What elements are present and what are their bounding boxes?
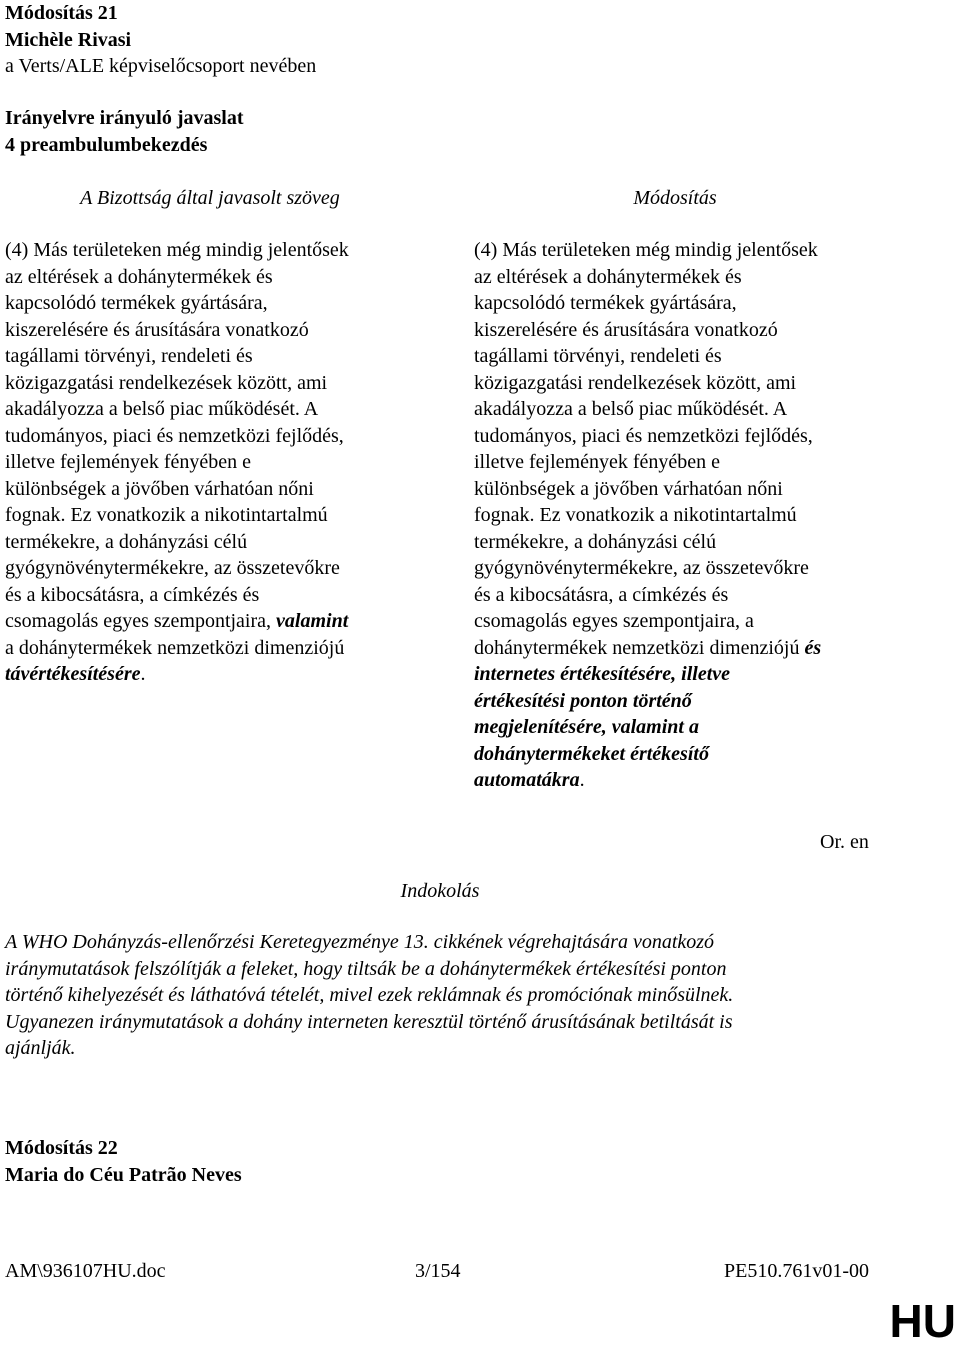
justification-text bbox=[5, 929, 733, 1062]
amendment-target bbox=[5, 105, 244, 158]
inserted-text: automatákra bbox=[474, 769, 580, 791]
right-line: termékekre, a dohányzási célú bbox=[474, 530, 717, 553]
left-line: a dohánytermékek nemzetközi dimenziójú bbox=[5, 636, 345, 659]
left-line bbox=[5, 661, 349, 688]
left-line: különbségek a jövőben várhatóan nőni bbox=[5, 477, 314, 500]
right-line-text: dohánytermékek nemzetközi dimenziójú bbox=[474, 636, 805, 659]
inserted-line: internetes értékesítésére, illetve bbox=[474, 663, 731, 685]
original-language: Or. en bbox=[820, 831, 869, 853]
left-line: illetve fejlemények fényében e bbox=[5, 451, 251, 473]
left-line: termékekre, a dohányzási célú bbox=[5, 530, 248, 553]
inserted-line: megjelenítésére, valamint a bbox=[474, 716, 699, 738]
left-line: és a kibocsátásra, a címkézés és bbox=[5, 583, 260, 606]
left-line-end: . bbox=[140, 663, 146, 685]
amendment-header bbox=[5, 0, 316, 80]
justification-line: iránymutatások felszólítják a feleket, hogy tiltsák be a dohánytermékek értékesítési ponton bbox=[5, 957, 727, 980]
justification-line: történő kihelyezését és láthatóvá tételét, mivel ezek reklámnak és promóciónak minősülnek. bbox=[5, 984, 734, 1006]
left-line: tudományos, piaci és nemzetközi fejlődés, bbox=[5, 424, 344, 447]
left-line: kiszerelésére és árusítására vonatkozó bbox=[5, 318, 309, 341]
right-line: az eltérések a dohánytermékek és bbox=[474, 265, 742, 288]
right-line bbox=[474, 767, 821, 794]
right-line: csomagolás egyes szempontjaira, a bbox=[474, 610, 754, 632]
justification-line: Ugyanezen iránymutatások a dohány interneten keresztül történő árusításának betiltását is bbox=[5, 1010, 733, 1033]
left-line-text: csomagolás egyes szempontjaira, bbox=[5, 610, 277, 632]
right-column-header: Módosítás bbox=[633, 187, 717, 209]
amendment-number: Módosítás 21 bbox=[5, 2, 118, 24]
amendment-number: Módosítás 22 bbox=[5, 1137, 118, 1159]
footer-page-number: 3/154 bbox=[415, 1260, 461, 1282]
right-column-text bbox=[474, 237, 821, 794]
inserted-line: dohánytermékeket értékesítő bbox=[474, 742, 709, 765]
left-line: tagállami törvényi, rendeleti és bbox=[5, 345, 253, 367]
right-line: kiszerelésére és árusítására vonatkozó bbox=[474, 318, 778, 341]
right-line: kapcsolódó termékek gyártására, bbox=[474, 292, 737, 314]
justification-line: ajánlják. bbox=[5, 1037, 76, 1059]
deleted-text: valamint bbox=[276, 610, 349, 632]
footer-doc-ref: AM\936107HU.doc bbox=[5, 1260, 166, 1282]
right-line: különbségek a jövőben várhatóan nőni bbox=[474, 477, 783, 500]
amendment-author: Michèle Rivasi bbox=[5, 28, 132, 51]
justification-heading: Indokolás bbox=[400, 880, 480, 902]
inserted-line: értékesítési ponton történő bbox=[474, 689, 692, 712]
left-column-header: A Bizottság által javasolt szöveg bbox=[80, 187, 340, 209]
left-line: fognak. Ez vonatkozik a nikotintartalmú bbox=[5, 504, 328, 526]
right-line: tudományos, piaci és nemzetközi fejlődés, bbox=[474, 424, 813, 447]
target-item: 4 preambulumbekezdés bbox=[5, 133, 208, 156]
target-type: Irányelvre irányuló javaslat bbox=[5, 107, 244, 129]
right-line: és a kibocsátásra, a címkézés és bbox=[474, 583, 729, 606]
amendment-group: a Verts/ALE képviselőcsoport nevében bbox=[5, 55, 317, 77]
left-line: gyógynövénytermékekre, az összetevőkre bbox=[5, 557, 340, 579]
left-line bbox=[5, 608, 349, 635]
left-column-text bbox=[5, 237, 349, 688]
left-line: akadályozza a belső piac működését. A bbox=[5, 398, 319, 420]
right-line-end: . bbox=[579, 769, 585, 791]
footer-pe-ref: PE510.761v01-00 bbox=[724, 1260, 869, 1282]
right-line: (4) Más területeken még mindig jelentősek bbox=[474, 239, 818, 261]
right-line: fognak. Ez vonatkozik a nikotintartalmú bbox=[474, 504, 797, 526]
deleted-text: távértékesítésére bbox=[5, 663, 141, 685]
amendment-author: Maria do Céu Patrão Neves bbox=[5, 1163, 242, 1186]
left-line: közigazgatási rendelkezések között, ami bbox=[5, 371, 328, 394]
left-line: az eltérések a dohánytermékek és bbox=[5, 265, 273, 288]
justification-line: A WHO Dohányzás-ellenőrzési Keretegyezménye 13. cikkének végrehajtására vonatkozó bbox=[5, 931, 715, 953]
left-line: kapcsolódó termékek gyártására, bbox=[5, 292, 268, 314]
left-line: (4) Más területeken még mindig jelentősek bbox=[5, 239, 349, 261]
right-line: tagállami törvényi, rendeleti és bbox=[474, 345, 722, 367]
right-line: illetve fejlemények fényében e bbox=[474, 451, 720, 473]
right-line: akadályozza a belső piac működését. A bbox=[474, 398, 788, 420]
footer-language-code: HU bbox=[889, 1295, 956, 1347]
right-line: közigazgatási rendelkezések között, ami bbox=[474, 371, 797, 394]
right-line: gyógynövénytermékekre, az összetevőkre bbox=[474, 557, 809, 579]
inserted-text: és bbox=[804, 636, 822, 659]
next-amendment-header bbox=[5, 1135, 242, 1188]
right-line bbox=[474, 635, 821, 662]
